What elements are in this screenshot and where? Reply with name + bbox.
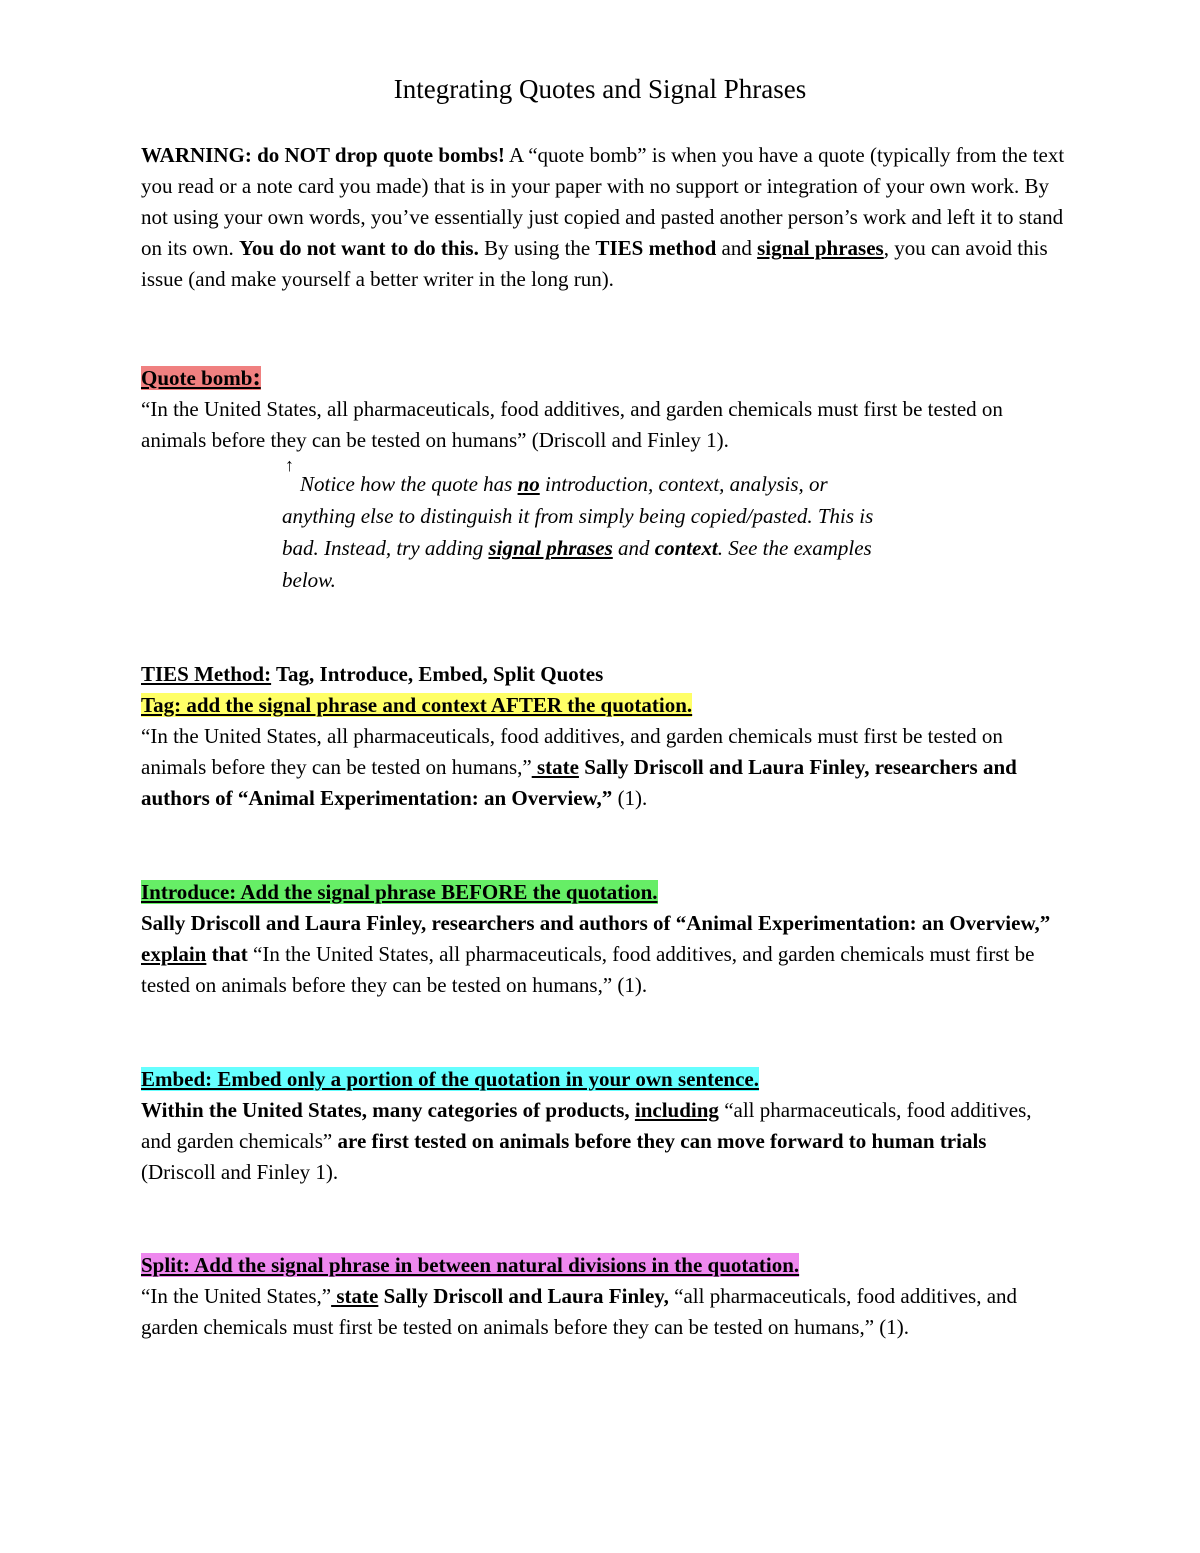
warning-emphasis: You do not want to do this. — [239, 236, 479, 260]
ties-section — [141, 659, 1066, 814]
split-verb: state — [331, 1284, 379, 1308]
embed-lead: Within the United States, many categories of products, — [141, 1098, 630, 1122]
split-quote-1: “In the United States,” — [141, 1284, 332, 1308]
ties-rest: Tag, Introduce, Embed, Split Quotes — [271, 662, 604, 686]
embed-heading-line — [141, 1064, 1066, 1095]
tag-citation: (1). — [612, 786, 648, 810]
ties-heading — [141, 659, 1066, 690]
quote-bomb-quote: “In the United States, all pharmaceuticals, food additives, and garden chemicals must first be tested on animals before they can be tested on humans” (Driscoll and Finley 1). — [141, 397, 1003, 452]
quote-bomb-section — [141, 362, 1066, 456]
up-arrow-icon: ↑ — [285, 455, 294, 475]
warning-text-1: A “quote bomb” is when you have a quote (typically from the text you read or a note card you made) that is in your paper with no support or integration of your own work. By not using your own words, you’ve essentially just copied and pasted another person’s work and left it to stand on its own. — [141, 143, 1065, 260]
signal-phrases-term: signal phrases — [757, 236, 884, 260]
quote-bomb-heading: Quote bomb: — [141, 364, 261, 391]
note-context: context — [654, 536, 718, 560]
introduce-verb: explain — [141, 942, 207, 966]
embed-citation: (Driscoll and Finley 1). — [141, 1160, 339, 1184]
quote-bomb-heading-line — [141, 362, 1066, 394]
split-example — [141, 1281, 1066, 1343]
embed-section — [141, 1064, 1066, 1188]
note-signal-phrases: signal phrases — [488, 536, 613, 560]
introduce-heading: Introduce: Add the signal phrase BEFORE the quotation. — [141, 880, 658, 904]
introduce-heading-line — [141, 877, 1066, 908]
split-attribution: Sally Driscoll and Laura Finley, — [378, 1284, 669, 1308]
warning-text-4: , you can avoid this issue (and make yourself a better writer in the long run). — [141, 236, 1048, 291]
warning-text-3: and — [716, 236, 758, 260]
split-heading: Split: Add the signal phrase in between natural divisions in the quotation. — [141, 1253, 800, 1277]
tag-heading: Tag: add the signal phrase and context AFTER the quotation. — [141, 693, 693, 717]
embed-including: including — [634, 1098, 719, 1122]
introduce-that: that — [206, 942, 248, 966]
split-citation: (1). — [874, 1315, 910, 1339]
note-no: no — [517, 472, 540, 496]
ties-method-term: TIES method — [595, 236, 717, 260]
introduce-example — [141, 908, 1066, 1001]
warning-paragraph — [141, 140, 1066, 295]
split-heading-line — [141, 1250, 1066, 1281]
tag-heading-line — [141, 690, 1066, 721]
embed-rest: are first tested on animals before they can move forward to human trials — [332, 1129, 987, 1153]
split-section — [141, 1250, 1066, 1343]
warning-lead: WARNING: do NOT drop quote bombs! — [141, 143, 505, 167]
embed-quote: “all pharmaceuticals, food additives, and garden chemicals” — [141, 1098, 1032, 1153]
warning-text-2: By using the — [478, 236, 596, 260]
embed-example — [141, 1095, 1066, 1188]
introduce-attribution: Sally Driscoll and Laura Finley, researchers and authors of “Animal Experimentation: an Overview,” — [141, 911, 1051, 935]
tag-attribution: Sally Driscoll and Laura Finley, researchers and authors of “Animal Experimentation: an Overview,” — [141, 755, 1017, 810]
embed-heading: Embed: Embed only a portion of the quotation in your own sentence. — [141, 1067, 760, 1091]
split-quote-2: “all pharmaceuticals, food additives, and garden chemicals must first be tested on animals before they can be tested on humans,” — [141, 1284, 1018, 1339]
introduce-quote: “In the United States, all pharmaceuticals, food additives, and garden chemicals must first be tested on animals before they can be tested on humans,” (1). — [141, 942, 1035, 997]
tag-example: “In the United States, all pharmaceuticals, food additives, and garden chemicals must first be tested on animals before they can be tested on humans,” state Sally Driscoll and Laura Finley, researchers and authors of “Animal Experimentation: an Overview,” (1). — [141, 724, 1017, 810]
ties-label: TIES Method: — [141, 662, 272, 686]
introduce-section — [141, 877, 1066, 1001]
quote-bomb-note: Notice how the quote has no introduction, context, analysis, or anything else to distinguish it from simply being copied/pasted. This is bad. Instead, try adding signal phrases and context. See the examples below. — [282, 472, 874, 592]
quote-bomb-colon: : — [252, 364, 261, 391]
page-title: Integrating Quotes and Signal Phrases — [393, 74, 807, 104]
tag-verb: state — [531, 755, 579, 779]
